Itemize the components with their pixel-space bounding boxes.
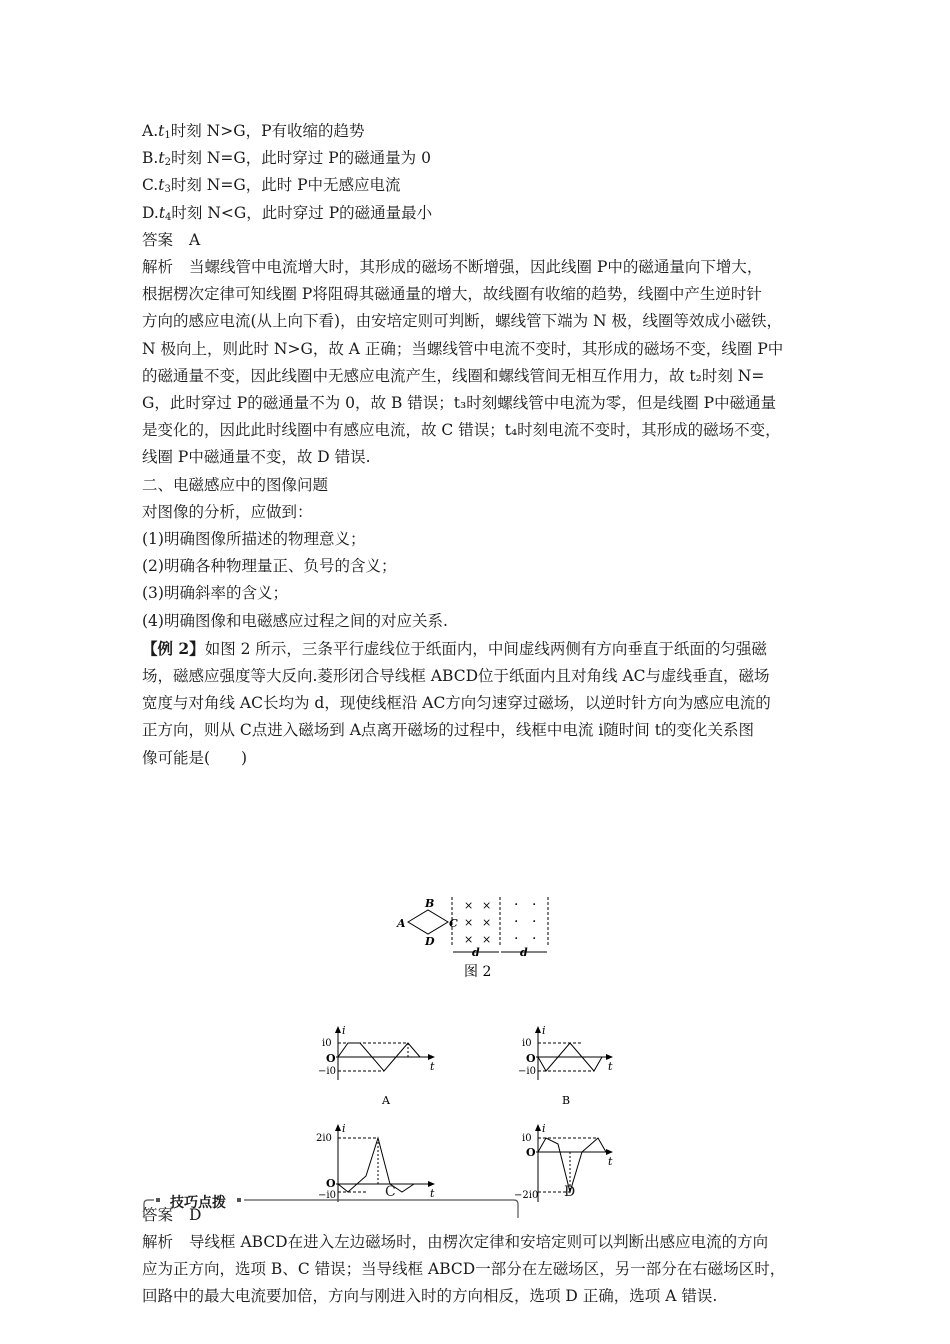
field-cross: × xyxy=(482,915,492,929)
width-label-d: d xyxy=(520,945,528,959)
graph-a xyxy=(318,1024,435,1107)
vertex-b: B xyxy=(425,896,435,910)
option-c: $C.t_3$时刻 N=G，此时 P中无感应电流 xyxy=(142,176,401,196)
field-dot: · xyxy=(514,913,519,930)
graph-b xyxy=(518,1024,613,1107)
field-cross: × xyxy=(464,932,474,946)
svg-text:−2i0: −2i0 xyxy=(514,1189,539,1201)
section-title: 二、电磁感应中的图像问题 xyxy=(142,475,329,494)
option-a: $A.t_1$时刻 N>G，P有收缩的趋势 xyxy=(142,122,365,141)
section-intro: 对图像的分析，应做到： xyxy=(142,502,313,521)
svg-text:t: t xyxy=(430,1186,435,1200)
field-dot: · xyxy=(532,913,537,930)
svg-text:O: O xyxy=(526,1051,536,1065)
svg-text:i0: i0 xyxy=(322,1037,332,1049)
figure-diagram xyxy=(142,772,822,1202)
tip-title: 技巧点拨 xyxy=(170,1195,226,1211)
graph-label-a: A xyxy=(382,1093,390,1107)
list-item: (2)明确各种物理量正、负号的含义； xyxy=(142,557,397,576)
list-item: (1)明确图像所描述的物理意义； xyxy=(142,530,366,549)
svg-text:i: i xyxy=(342,1023,346,1037)
figure-area xyxy=(142,772,822,1202)
example-2: 【例 2】如图 2 所示，三条平行虚线位于纸面内，中间虚线两侧有方向垂直于纸面的匀强磁 场，磁感应强度等大反向.菱形闭合导线框 ABCD位于纸面内且对角线 AC与虚线垂直，磁场 宽度与对角线 AC长均为 d，现使线框沿 AC方向匀速穿过磁场，以逆时针方向为感应电流的 正方向，则从 C点进入磁场到 A点离开磁场的过程中，线框中电流 i随时间 t的变化关系图 像可能是( ) xyxy=(142,638,771,767)
field-dot: · xyxy=(514,930,519,947)
svg-text:O: O xyxy=(326,1176,336,1190)
graph-c xyxy=(316,1122,435,1202)
vertex-d: D xyxy=(425,934,435,948)
list-item: (4)明确图像和电磁感应过程之间的对应关系. xyxy=(142,611,448,630)
option-b: $B.t_2$时刻 N=G，此时穿过 P的磁通量为 0 xyxy=(142,149,431,169)
vertex-a: A xyxy=(397,916,406,930)
list-item: (3)明确斜率的含义； xyxy=(142,584,288,603)
graph-label-d: D xyxy=(564,1183,576,1200)
option-d: $D.t_4$时刻 N<G，此时穿过 P的磁通量最小 xyxy=(142,203,433,223)
answer-1: 答案 A xyxy=(142,230,201,249)
tip-box xyxy=(142,1189,520,1218)
analysis-label: 解析 xyxy=(142,1233,174,1252)
width-label-d: d xyxy=(472,945,480,959)
analysis-2: 解析 导线框 ABCD在进入左边磁场时，由楞次定律和安培定则可以判断出感应电流的方向 应为正方向，选项 B、C 错误；当导线框 ABCD一部分在左磁场区，另一部分在右磁场区时， 回路中的最大电流要加倍，方向与刚进入时的方向相反，选项 D 正确，选项 A 错误. xyxy=(142,1233,786,1306)
svg-text:O: O xyxy=(326,1051,336,1065)
svg-text:i: i xyxy=(342,1121,346,1135)
svg-text:O: O xyxy=(526,1145,536,1159)
field-dot: · xyxy=(514,896,519,913)
svg-text:t: t xyxy=(608,1154,613,1168)
svg-text:t: t xyxy=(430,1059,435,1073)
svg-text:i0: i0 xyxy=(522,1132,532,1144)
figure-caption: 图 2 xyxy=(464,963,492,980)
answer-2: 答案 D xyxy=(142,1205,202,1224)
svg-text:t: t xyxy=(608,1059,613,1073)
svg-text:i: i xyxy=(542,1023,546,1037)
options-q1 xyxy=(142,118,822,227)
field-cross: × xyxy=(464,898,474,912)
svg-text:i: i xyxy=(542,1121,546,1135)
field-cross: × xyxy=(464,915,474,929)
svg-text:−i0: −i0 xyxy=(318,1065,336,1077)
analysis-label: 解析 xyxy=(142,258,174,277)
graph-label-c: C xyxy=(385,1183,396,1200)
graph-label-b: B xyxy=(562,1093,571,1107)
section-2 xyxy=(142,472,822,635)
analysis-1: 解析 当螺线管中电流增大时，其形成的磁场不断增强，因此线圈 P中的磁通量向下增大， 根据楞次定律可知线圈 P将阻碍其磁通量的增大，故线圈有收缩的趋势，线圈中产生逆时针 方向的感应电流(从上向下看)，由安培定则可判断，螺线管下端为 N 极，线圈等效成小磁铁， N 极向上，则此时 N>G，故 A 正确；当螺线管中电流不变时，其形成的磁场不变，线圈 P中 的磁通量不变，因此线圈中无感应电流产生，线圈和螺线管间无相互作用力，故 t₂时刻 N= G，此时穿过 P的磁通量不为 0，故 B 错误；t₃时刻螺线管中电流为零，但是线圈 P中磁通量 是变化的，因此此时线圈中有感应电流，故 C 错误；t₄时刻电流不变时，其形成的磁场不变， 线圈 P中磁通量不变，故 D 错误. xyxy=(142,258,784,467)
svg-text:−i0: −i0 xyxy=(518,1065,536,1077)
svg-text:−i0: −i0 xyxy=(318,1189,336,1201)
field-dot: · xyxy=(532,930,537,947)
rhombus-frame xyxy=(408,910,448,934)
field-dot: · xyxy=(532,896,537,913)
page-content xyxy=(142,118,822,1311)
example-tag: 【例 2】 xyxy=(142,638,205,658)
svg-text:i0: i0 xyxy=(522,1037,532,1049)
field-cross: × xyxy=(482,932,492,946)
field-cross: × xyxy=(482,898,492,912)
vertex-c: C xyxy=(449,916,458,930)
svg-text:2i0: 2i0 xyxy=(316,1132,332,1144)
